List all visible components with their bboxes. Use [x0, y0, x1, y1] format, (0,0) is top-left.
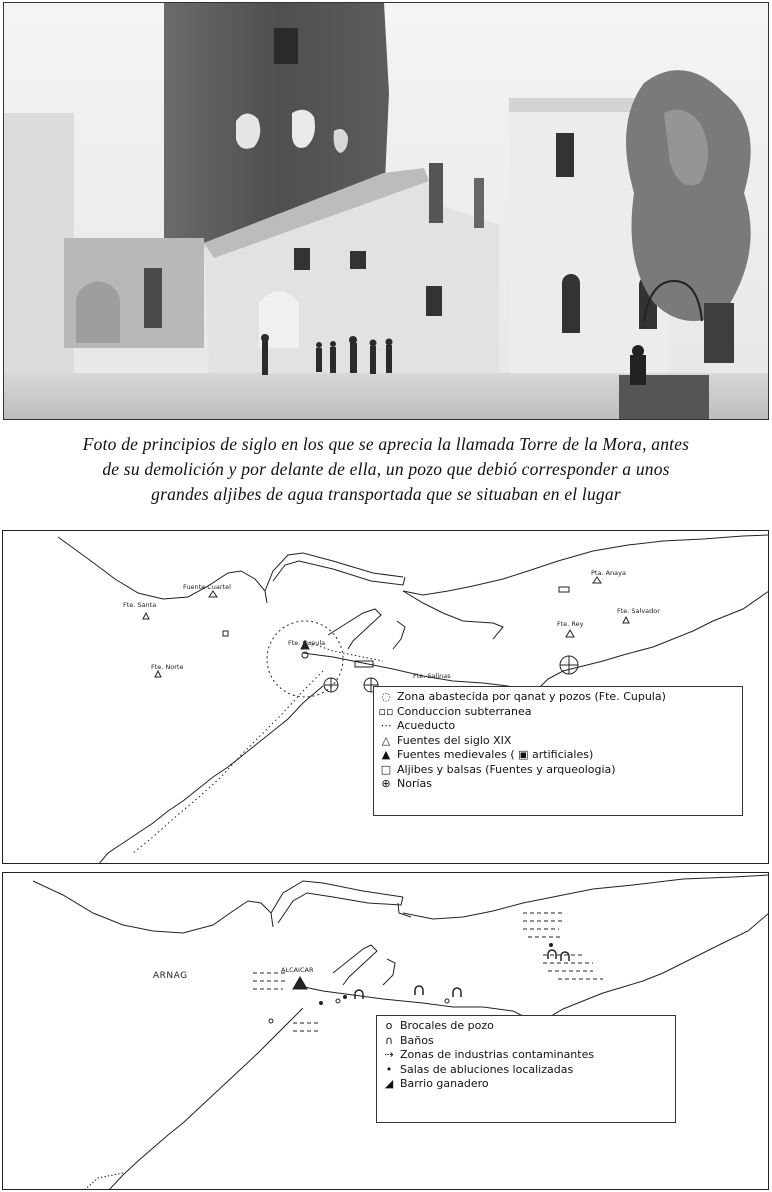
caption-line-2: de su demolición y por delante de ella, un pozo que debió corresponder a unos	[102, 459, 670, 479]
label-pta-anaya: Pta. Anaya	[591, 569, 626, 577]
water-supply-map	[2, 530, 769, 864]
label-fte-norte: Fte. Norte	[151, 663, 184, 671]
dotted-circle-icon: ◌	[381, 690, 391, 703]
label-fte-santa: Fte. Santa	[123, 601, 157, 609]
dot-icon: •	[385, 1062, 393, 1076]
caption-line-3: grandes aljibes de agua transportada que se situaban en el lugar	[151, 484, 621, 504]
dashed-zone-icon: ⇢	[384, 1048, 394, 1061]
underground-conduit-icon: ▫▫	[378, 704, 394, 718]
industrial-zones-map	[2, 872, 769, 1190]
label-fte-salinas: Fte. Salinas	[413, 672, 451, 680]
historical-photo	[3, 2, 769, 420]
filled-mound-icon: ◢	[384, 1077, 394, 1090]
legend-item: ◢ Barrio ganadero	[381, 1077, 671, 1092]
legend-item: ▫▫ Conduccion subterranea	[378, 704, 532, 718]
noria-icon: ⊕	[381, 777, 391, 790]
legend-item: △ Fuentes del siglo XIX	[378, 734, 738, 749]
legend-item: o Brocales de pozo	[381, 1019, 671, 1034]
legend-item: • Salas de abluciones localizadas	[381, 1063, 671, 1078]
label-fte-salvador: Fte. Salvador	[617, 607, 660, 615]
legend-item: ▲ Fuentes medievales ( ▣ artificiales)	[378, 748, 738, 763]
triangle-outline-icon: △	[381, 733, 391, 747]
label-fte-rey: Fte. Rey	[557, 620, 584, 628]
map2-legend	[376, 1015, 676, 1123]
triangle-filled-icon: ▲	[381, 748, 391, 761]
map1-legend	[373, 686, 743, 816]
label-fte-cupula: Fte. Cupula	[288, 639, 326, 647]
arch-icon: ∩	[384, 1033, 394, 1047]
photo-caption	[0, 432, 772, 507]
cistern-icon: □	[380, 762, 392, 776]
legend-item: □ Aljibes y balsas (Fuentes y arqueologia)	[378, 763, 738, 778]
label-arnag: ARNAG	[153, 971, 188, 981]
small-circle-icon: o	[385, 1019, 393, 1032]
photo-illustration	[4, 3, 769, 420]
legend-item: ⋯ Acueducto	[378, 719, 738, 734]
legend-item: ◌ Zona abastecida por qanat y pozos (Fte. Cupula)	[378, 690, 738, 705]
legend-item: ⇢ Zonas de industrias contaminantes	[381, 1048, 671, 1063]
legend-item: ⊕ Norias	[378, 777, 738, 792]
label-fuente-cuartel: Fuente Cuartel	[183, 583, 231, 591]
caption-line-1: Foto de principios de siglo en los que se aprecia la llamada Torre de la Mora, antes	[82, 434, 690, 454]
legend-item: ∩ Baños	[381, 1034, 671, 1049]
label-alcaicar: ALCAICAR	[281, 966, 314, 974]
aqueduct-icon: ⋯	[380, 719, 392, 732]
